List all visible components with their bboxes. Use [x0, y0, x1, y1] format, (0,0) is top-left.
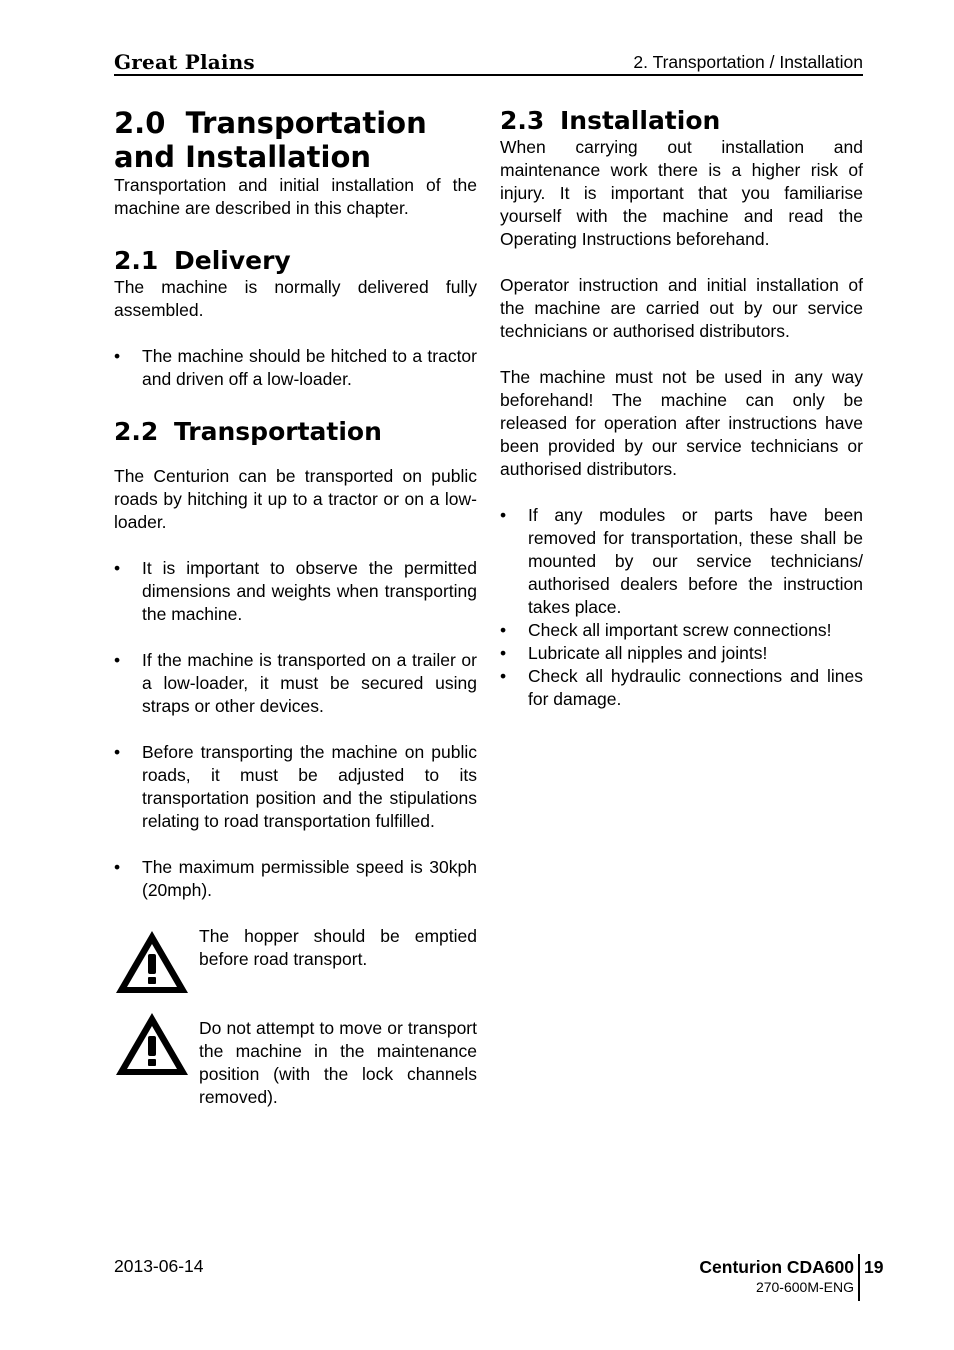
bullet-icon: • — [500, 505, 507, 525]
bullet-icon: • — [500, 643, 507, 663]
footer-model-name: Centurion CDA600 — [699, 1257, 854, 1277]
warning-triangle-icon — [114, 1011, 190, 1077]
list-item-text: The machine should be hitched to a tractor and driven off a low-loader. — [142, 346, 477, 389]
list-item — [500, 642, 863, 665]
section-number: 2.2 — [114, 417, 159, 446]
bullet-icon: • — [114, 558, 121, 578]
section-number: 2.1 — [114, 246, 159, 275]
transportation-text: The Centurion can be transported on public roads by hitching it up to a tractor or on a low-loader. — [114, 466, 477, 532]
list-item-text: If the machine is transported on a trailer or a low-loader, it must be secured using straps or other devices. — [142, 650, 477, 716]
title-line-2: and Installation — [114, 140, 372, 174]
section-title: Delivery — [174, 246, 291, 275]
bullet-icon: • — [114, 650, 121, 670]
list-item-text: It is important to observe the permitted dimensions and weights when transporting the machine. — [142, 558, 477, 624]
list-item — [114, 345, 477, 391]
footer-document-code: 270-600M-ENG — [755, 1279, 854, 1295]
page-number: 19 — [864, 1257, 884, 1277]
page-title — [114, 106, 477, 174]
bullet-icon: • — [114, 742, 121, 762]
warning-text: The hopper should be emptied before road transport. — [199, 926, 477, 969]
warning-text: Do not attempt to move or transport the machine in the maintenance position (with the lock channels removed). — [199, 1018, 477, 1107]
bullet-icon: • — [114, 857, 121, 877]
section-heading-installation — [500, 106, 863, 136]
header-divider — [114, 74, 863, 76]
list-item-text: If any modules or parts have been removed for transportation, these shall be mounted by our service technicians/ authorised dealers before the instruction takes place. — [528, 505, 863, 617]
intro-text: Transportation and initial installation of the machine are described in this chapter. — [114, 175, 477, 218]
list-item-text: Before transporting the machine on public roads, it must be adjusted to its transportation position and the stipulations relating to road transportation fulfilled. — [142, 742, 477, 831]
list-item-text: Check all important screw connections! — [528, 620, 832, 640]
section-title: Transportation — [174, 417, 382, 446]
right-column — [500, 106, 863, 711]
section-title: Installation — [560, 106, 721, 135]
list-item — [114, 649, 477, 718]
list-item — [114, 557, 477, 626]
list-item — [500, 619, 863, 642]
section-heading-transportation — [114, 417, 477, 447]
bullet-icon: • — [114, 346, 121, 366]
chapter-header: 2. Transportation / Installation — [633, 52, 863, 72]
installation-bullets — [500, 504, 863, 711]
section-number: 2.3 — [500, 106, 545, 135]
footer-date: 2013-06-14 — [114, 1256, 204, 1276]
warning-note — [114, 925, 477, 993]
bullet-icon: • — [500, 620, 507, 640]
section-heading-delivery — [114, 246, 477, 276]
transportation-bullets — [114, 557, 477, 902]
installation-paragraph: The machine must not be used in any way beforehand! The machine can only be released for operation after instructions have been provided by our service technicians or authorised distributors. — [500, 367, 863, 479]
list-item-text: Check all hydraulic connections and lines for damage. — [528, 666, 863, 709]
brand-logo-text: Great Plains — [114, 50, 255, 74]
list-item — [500, 665, 863, 711]
installation-paragraph: When carrying out installation and maintenance work there is a higher risk of injury. It is important that you familiarise yourself with the machine and read the Operating Instructions beforehand. — [500, 137, 863, 249]
delivery-text: The machine is normally delivered fully assembled. — [114, 277, 477, 320]
warning-note — [114, 1017, 477, 1109]
warning-triangle-icon — [114, 929, 190, 995]
bullet-icon: • — [500, 666, 507, 686]
title-line-1: 2.0 Transportation — [114, 106, 427, 140]
list-item-text: The maximum permissible speed is 30kph (20mph). — [142, 857, 477, 900]
list-item — [114, 856, 477, 902]
delivery-bullets — [114, 345, 477, 391]
list-item — [500, 504, 863, 619]
list-item — [114, 741, 477, 833]
footer-divider — [858, 1254, 860, 1301]
list-item-text: Lubricate all nipples and joints! — [528, 643, 768, 663]
left-column — [114, 106, 477, 1109]
installation-paragraph: Operator instruction and initial installation of the machine are carried out by our service technicians or authorised distributors. — [500, 275, 863, 341]
